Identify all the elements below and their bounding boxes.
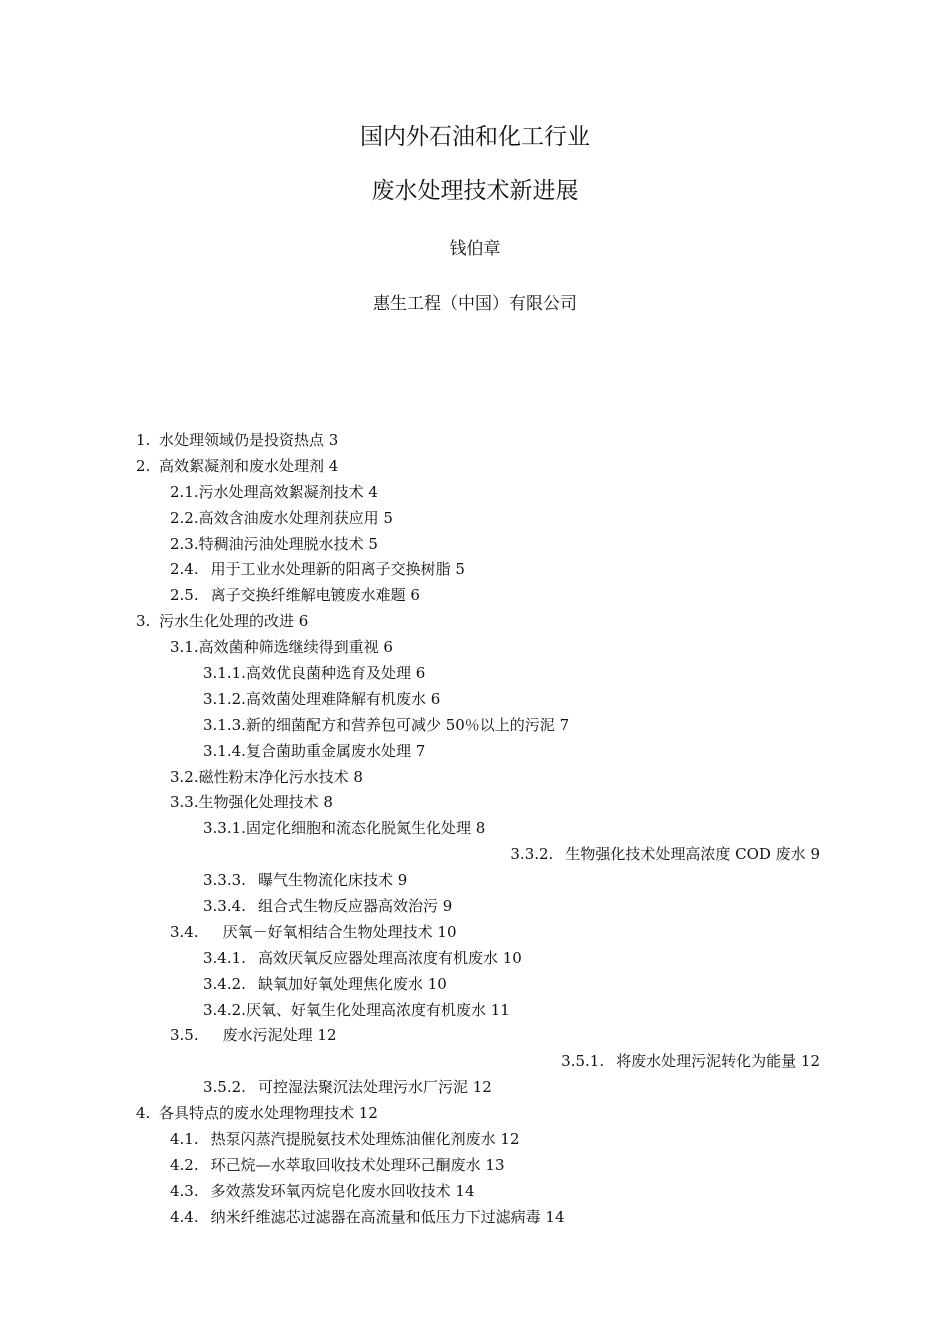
toc-entry-page: 4 bbox=[368, 482, 378, 501]
table-of-contents bbox=[0, 428, 950, 1231]
toc-entry-page: 9 bbox=[442, 897, 453, 916]
toc-entry-number: 2.5. bbox=[170, 586, 199, 605]
toc-entry-number: 3.3. bbox=[170, 793, 199, 812]
toc-entry-title: 新的细菌配方和营养包可减少 50％以上的污泥 bbox=[245, 715, 555, 734]
toc-entry-page: 5 bbox=[455, 560, 465, 579]
toc-entry-page: 4 bbox=[328, 456, 339, 475]
toc-entry[interactable] bbox=[0, 1205, 950, 1231]
toc-entry-page: 14 bbox=[545, 1207, 565, 1226]
toc-entry-page: 13 bbox=[485, 1155, 505, 1174]
toc-entry-title: 离子交换纤维解电镀废水难题 bbox=[210, 586, 406, 605]
toc-entry-number: 3.5. bbox=[170, 1026, 199, 1045]
toc-entry-title: 固定化细胞和流态化脱氮生化处理 bbox=[245, 819, 471, 838]
toc-entry[interactable] bbox=[0, 713, 950, 739]
toc-entry-page: 7 bbox=[415, 741, 426, 760]
toc-entry[interactable] bbox=[0, 1075, 950, 1101]
toc-entry[interactable] bbox=[0, 765, 950, 791]
toc-entry[interactable] bbox=[0, 532, 950, 558]
toc-entry-number: 3. bbox=[136, 612, 151, 631]
toc-entry[interactable] bbox=[0, 868, 950, 894]
toc-entry-title: 磁性粉末净化污水技术 bbox=[198, 767, 349, 786]
toc-entry[interactable] bbox=[0, 920, 950, 946]
toc-entry-title: 高效优良菌种选育及处理 bbox=[245, 664, 411, 683]
toc-entry[interactable] bbox=[0, 687, 950, 713]
toc-entry-page: 10 bbox=[502, 948, 522, 967]
toc-entry[interactable] bbox=[0, 635, 950, 661]
toc-entry[interactable] bbox=[0, 842, 950, 868]
toc-entry-page: 7 bbox=[559, 715, 570, 734]
toc-entry-page: 8 bbox=[475, 819, 486, 838]
toc-entry-number: 3.3.1. bbox=[203, 819, 246, 838]
author-name: 钱伯章 bbox=[449, 239, 501, 259]
toc-entry-title: 各具特点的废水处理物理技术 bbox=[159, 1104, 355, 1123]
toc-entry-page: 6 bbox=[430, 689, 441, 708]
toc-entry-page: 12 bbox=[358, 1104, 378, 1123]
toc-entry-number: 3.4. bbox=[170, 922, 199, 941]
toc-entry-title: 废水污泥处理 bbox=[222, 1026, 313, 1045]
toc-entry[interactable] bbox=[0, 1179, 950, 1205]
toc-entry[interactable] bbox=[0, 454, 950, 480]
toc-entry-page: 11 bbox=[490, 1000, 510, 1019]
toc-entry-number: 3.4.2. bbox=[203, 974, 246, 993]
toc-entry-title: 高效菌处理难降解有机废水 bbox=[245, 689, 426, 708]
toc-entry-title: 生物强化技术处理高浓度 COD 废水 bbox=[565, 845, 806, 864]
document-title-line-2: 废水处理技术新进展 bbox=[371, 178, 579, 204]
toc-entry-page: 6 bbox=[298, 612, 309, 631]
toc-entry-number: 3.1.4. bbox=[203, 741, 246, 760]
toc-entry-page: 12 bbox=[317, 1026, 337, 1045]
toc-entry[interactable] bbox=[0, 998, 950, 1024]
toc-entry-page: 3 bbox=[328, 431, 339, 449]
toc-entry-page: 12 bbox=[800, 1052, 820, 1071]
toc-entry-title: 用于工业水处理新的阳离子交换树脂 bbox=[210, 560, 451, 579]
toc-entry[interactable] bbox=[0, 1153, 950, 1179]
toc-entry-number: 2.2. bbox=[170, 508, 199, 527]
toc-entry-page: 6 bbox=[415, 664, 426, 683]
toc-entry-page: 8 bbox=[353, 767, 363, 786]
toc-entry-title: 高效絮凝剂和废水处理剂 bbox=[159, 456, 325, 475]
toc-entry[interactable] bbox=[0, 506, 950, 532]
toc-entry-title: 高效菌种筛选继续得到重视 bbox=[198, 638, 379, 657]
toc-entry-page: 9 bbox=[397, 871, 408, 890]
toc-entry-number: 3.4.1. bbox=[203, 948, 246, 967]
toc-entry-page: 5 bbox=[368, 534, 378, 553]
toc-entry[interactable] bbox=[0, 946, 950, 972]
toc-entry-title: 污水处理高效絮凝剂技术 bbox=[198, 482, 364, 501]
document-title-line-1: 国内外石油和化工行业 bbox=[360, 124, 590, 150]
toc-entry-page: 9 bbox=[810, 845, 820, 864]
toc-entry[interactable] bbox=[0, 739, 950, 765]
toc-entry[interactable] bbox=[0, 972, 950, 998]
toc-entry-number: 3.5.1. bbox=[561, 1052, 605, 1071]
toc-entry-title: 污水生化处理的改进 bbox=[159, 612, 295, 631]
toc-entry[interactable] bbox=[0, 1049, 950, 1075]
toc-entry-number: 3.1.1. bbox=[203, 664, 246, 683]
toc-entry[interactable] bbox=[0, 557, 950, 583]
toc-entry-title: 复合菌助重金属废水处理 bbox=[245, 741, 411, 760]
toc-entry-number: 4.2. bbox=[170, 1155, 199, 1174]
toc-entry-number: 3.1. bbox=[170, 638, 199, 657]
toc-entry-title: 厌氧、好氧生化处理高浓度有机废水 bbox=[245, 1000, 486, 1019]
toc-entry-title: 水处理领域仍是投资热点 bbox=[159, 431, 325, 449]
toc-entry-page: 12 bbox=[472, 1078, 492, 1097]
toc-entry[interactable] bbox=[0, 661, 950, 687]
toc-entry-number: 3.3.3. bbox=[203, 871, 246, 890]
toc-entry-page: 5 bbox=[383, 508, 393, 527]
toc-entry-number: 2. bbox=[136, 456, 151, 475]
toc-entry-title: 环己烷—水萃取回收技术处理环己酮废水 bbox=[210, 1155, 481, 1174]
toc-entry-number: 3.5.2. bbox=[203, 1078, 246, 1097]
toc-entry[interactable] bbox=[0, 790, 950, 816]
toc-entry-number: 3.3.2. bbox=[510, 845, 554, 864]
toc-entry-title: 多效蒸发环氧丙烷皂化废水回收技术 bbox=[210, 1181, 451, 1200]
toc-entry-number: 2.1. bbox=[170, 482, 199, 501]
toc-entry-page: 10 bbox=[437, 922, 457, 941]
toc-entry-page: 12 bbox=[500, 1130, 520, 1149]
toc-entry-page: 6 bbox=[410, 586, 420, 605]
toc-entry-number: 3.1.3. bbox=[203, 715, 246, 734]
toc-entry-title: 曝气生物流化床技术 bbox=[257, 871, 393, 890]
toc-entry-number: 3.3.4. bbox=[203, 897, 246, 916]
toc-entry-title: 生物强化处理技术 bbox=[198, 793, 319, 812]
toc-entry-title: 纳米纤维滤芯过滤器在高流量和低压力下过滤病毒 bbox=[210, 1207, 541, 1226]
toc-entry-page: 10 bbox=[427, 974, 447, 993]
toc-entry-number: 4.3. bbox=[170, 1181, 199, 1200]
toc-entry[interactable] bbox=[0, 816, 950, 842]
toc-entry-number: 2.4. bbox=[170, 560, 199, 579]
toc-entry-page: 6 bbox=[383, 638, 393, 657]
toc-entry-title: 特稠油污油处理脱水技术 bbox=[198, 534, 364, 553]
toc-entry-number: 2.3. bbox=[170, 534, 199, 553]
toc-entry[interactable] bbox=[0, 480, 950, 506]
toc-entry-number: 3.1.2. bbox=[203, 689, 246, 708]
toc-entry[interactable] bbox=[0, 1127, 950, 1153]
toc-entry-title: 将废水处理污泥转化为能量 bbox=[616, 1052, 797, 1071]
toc-entry-title: 可控湿法聚沉法处理污水厂污泥 bbox=[257, 1078, 468, 1097]
toc-entry-title: 缺氧加好氧处理焦化废水 bbox=[257, 974, 423, 993]
company-name: 惠生工程（中国）有限公司 bbox=[373, 294, 577, 314]
toc-entry-number: 4.4. bbox=[170, 1207, 199, 1226]
toc-entry-title: 厌氧－好氧相结合生物处理技术 bbox=[222, 922, 433, 941]
toc-entry-number: 4.1. bbox=[170, 1130, 199, 1149]
toc-entry[interactable] bbox=[0, 609, 950, 635]
toc-entry-page: 14 bbox=[455, 1181, 475, 1200]
toc-entry-number: 3.4.2. bbox=[203, 1000, 246, 1019]
toc-entry-title: 组合式生物反应器高效治污 bbox=[257, 897, 438, 916]
toc-entry-page: 8 bbox=[323, 793, 333, 812]
toc-entry-title: 热泵闪蒸汽提脱氨技术处理炼油催化剂废水 bbox=[210, 1130, 496, 1149]
toc-entry-number: 4. bbox=[136, 1104, 151, 1123]
toc-entry[interactable] bbox=[0, 428, 950, 454]
toc-entry[interactable] bbox=[0, 1101, 950, 1127]
toc-entry[interactable] bbox=[0, 894, 950, 920]
toc-entry-number: 1. bbox=[136, 431, 151, 449]
toc-entry-title: 高效含油废水处理剂获应用 bbox=[198, 508, 379, 527]
toc-entry[interactable] bbox=[0, 1023, 950, 1049]
toc-entry[interactable] bbox=[0, 583, 950, 609]
toc-entry-title: 高效厌氧反应器处理高浓度有机废水 bbox=[257, 948, 498, 967]
toc-entry-number: 3.2. bbox=[170, 767, 199, 786]
